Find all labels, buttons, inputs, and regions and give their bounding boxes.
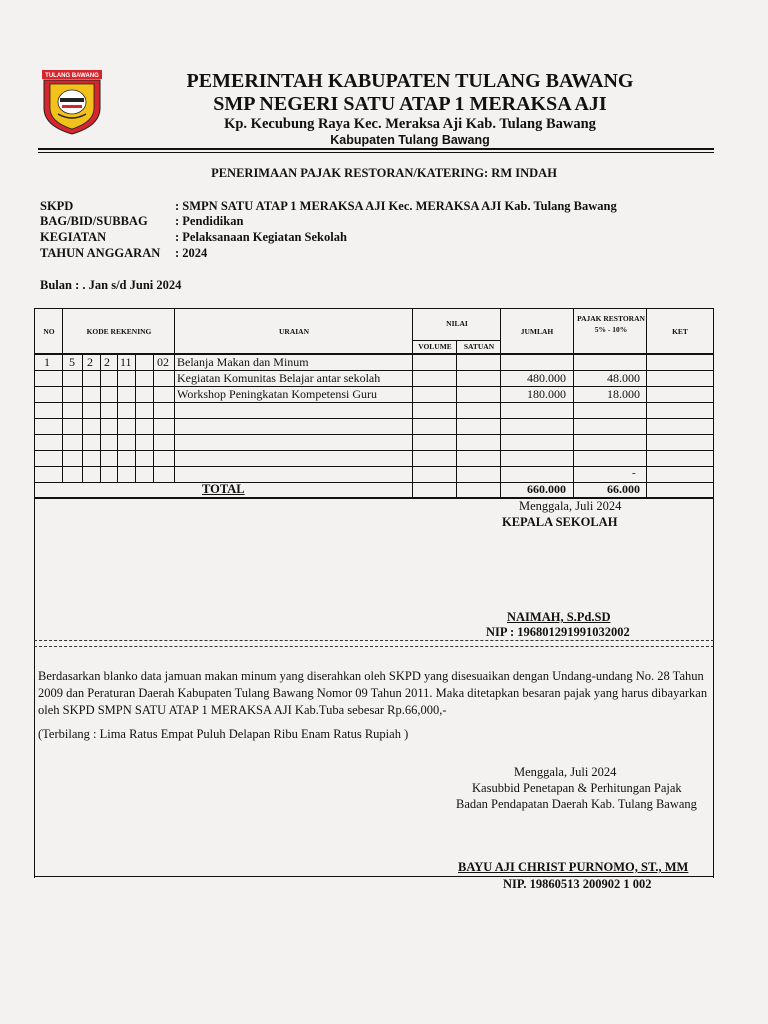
- info-value: : Pelaksanaan Kegiatan Sekolah: [175, 230, 347, 244]
- col-header-volume: VOLUME: [418, 342, 452, 351]
- dashed-separator: [34, 640, 714, 641]
- sign2-nip: NIP. 19860513 200902 1 002: [503, 877, 652, 891]
- grid-line: [34, 354, 714, 355]
- info-label: TAHUN ANGGARAN: [40, 246, 161, 260]
- table-row-uraian: Workshop Peningkatan Kompetensi Guru: [177, 387, 378, 401]
- document-title: PENERIMAAN PAJAK RESTORAN/KATERING: RM INDAH: [211, 166, 557, 180]
- grid-line: [646, 308, 647, 498]
- tax-table: [34, 308, 714, 498]
- info-value: : 2024: [175, 246, 208, 260]
- table-row-uraian: Belanja Makan dan Minum: [177, 355, 309, 369]
- dashed-separator: [34, 646, 714, 647]
- kode-digit: 11: [120, 355, 132, 369]
- total-label: TOTAL: [202, 482, 245, 496]
- header-rule-thin: [38, 152, 714, 153]
- tulang-bawang-logo: [38, 68, 106, 136]
- header-school: SMP NEGERI SATU ATAP 1 MERAKSA AJI: [213, 93, 607, 115]
- sign2-agency: Badan Pendapatan Daerah Kab. Tulang Bawang: [456, 797, 697, 811]
- header-address: Kp. Kecubung Raya Kec. Meraksa Aji Kab. Tulang Bawang: [224, 116, 596, 132]
- terbilang-text: (Terbilang : Lima Ratus Empat Puluh Delapan Ribu Enam Ratus Rupiah ): [38, 727, 409, 741]
- sign1-nip: NIP : 196801291991032002: [486, 625, 630, 639]
- sign2-name: BAYU AJI CHRIST PURNOMO, ST., MM: [458, 860, 689, 874]
- table-header: [34, 308, 714, 354]
- col-header-pajak: PAJAK RESTORAN 5% - 10%: [577, 314, 645, 334]
- table-row-jumlah: 480.000: [527, 371, 566, 385]
- grid-line: [34, 418, 714, 419]
- grid-line: [174, 308, 175, 482]
- grid-line: [456, 340, 457, 498]
- kode-digit: 02: [157, 355, 169, 369]
- kode-digit: 1: [44, 355, 50, 369]
- grid-line: [34, 466, 714, 467]
- grid-line: [500, 308, 501, 498]
- sign1-name: NAIMAH, S.Pd.SD: [507, 610, 611, 624]
- grid-line: [34, 450, 714, 451]
- table-row-uraian: Kegiatan Komunitas Belajar antar sekolah: [177, 371, 381, 385]
- dash-mark: -: [632, 467, 636, 479]
- info-value: : Pendidikan: [175, 214, 244, 228]
- table-row-jumlah: 180.000: [527, 387, 566, 401]
- sign1-title: KEPALA SEKOLAH: [502, 515, 618, 529]
- info-value: : SMPN SATU ATAP 1 MERAKSA AJI Kec. MERAKSA AJI Kab. Tulang Bawang: [175, 199, 617, 213]
- grid-line: [34, 308, 35, 498]
- frame-line: [713, 498, 714, 878]
- kode-digit: 2: [87, 355, 93, 369]
- grid-line: [34, 402, 714, 403]
- frame-line: [34, 498, 35, 878]
- info-label: KEGIATAN: [40, 230, 107, 244]
- grid-line: [412, 340, 500, 341]
- header-regency: Kabupaten Tulang Bawang: [330, 133, 490, 147]
- grid-line: [713, 308, 714, 498]
- col-header-kode: KODE REKENING: [86, 327, 152, 336]
- statement-text: Berdasarkan blanko data jamuan makan minum yang diserahkan oleh SKPD yang disesuaikan dengan Undang-undang No. 28 Tahun 2009 dan Peraturan Daerah Kabupaten Tulang Bawang Nomor 09 Tahun 2011. Maka ditetapkan besaran pajak yang harus dibayarkan oleh SKPD SMPN SATU ATAP 1 MERAKSA AJI Kab.Tuba sebesar Rp.66,000,-: [38, 669, 708, 717]
- sign2-position: Kasubbid Penetapan & Perhitungan Pajak: [472, 781, 682, 795]
- period-label: Bulan : . Jan s/d Juni 2024: [40, 278, 182, 292]
- table-row-pajak: 18.000: [607, 387, 640, 401]
- grid-line: [412, 308, 413, 498]
- col-header-jumlah: JUMLAH: [520, 327, 554, 336]
- kode-digit: 2: [104, 355, 110, 369]
- info-label: SKPD: [40, 199, 74, 213]
- svg-text:TULANG BAWANG: TULANG BAWANG: [45, 73, 99, 79]
- col-header-nilai: NILAI: [446, 319, 468, 328]
- sign2-place-date: Menggala, Juli 2024: [514, 765, 617, 779]
- col-header-satuan: SATUAN: [463, 342, 495, 351]
- info-label: BAG/BID/SUBBAG: [40, 214, 148, 228]
- table-row-pajak: 48.000: [607, 371, 640, 385]
- grid-line: [62, 308, 63, 482]
- grid-line: [573, 308, 574, 498]
- col-header-no: NO: [43, 327, 55, 336]
- total-jumlah: 660.000: [527, 482, 566, 496]
- col-header-ket: KET: [672, 327, 688, 336]
- col-header-uraian: URAIAN: [279, 327, 309, 336]
- kode-digit: 5: [69, 355, 75, 369]
- grid-line: [34, 434, 714, 435]
- sign1-place-date: Menggala, Juli 2024: [519, 499, 622, 513]
- header-government: PEMERINTAH KABUPATEN TULANG BAWANG: [186, 70, 634, 92]
- header-rule: [38, 148, 714, 150]
- total-pajak: 66.000: [607, 482, 640, 496]
